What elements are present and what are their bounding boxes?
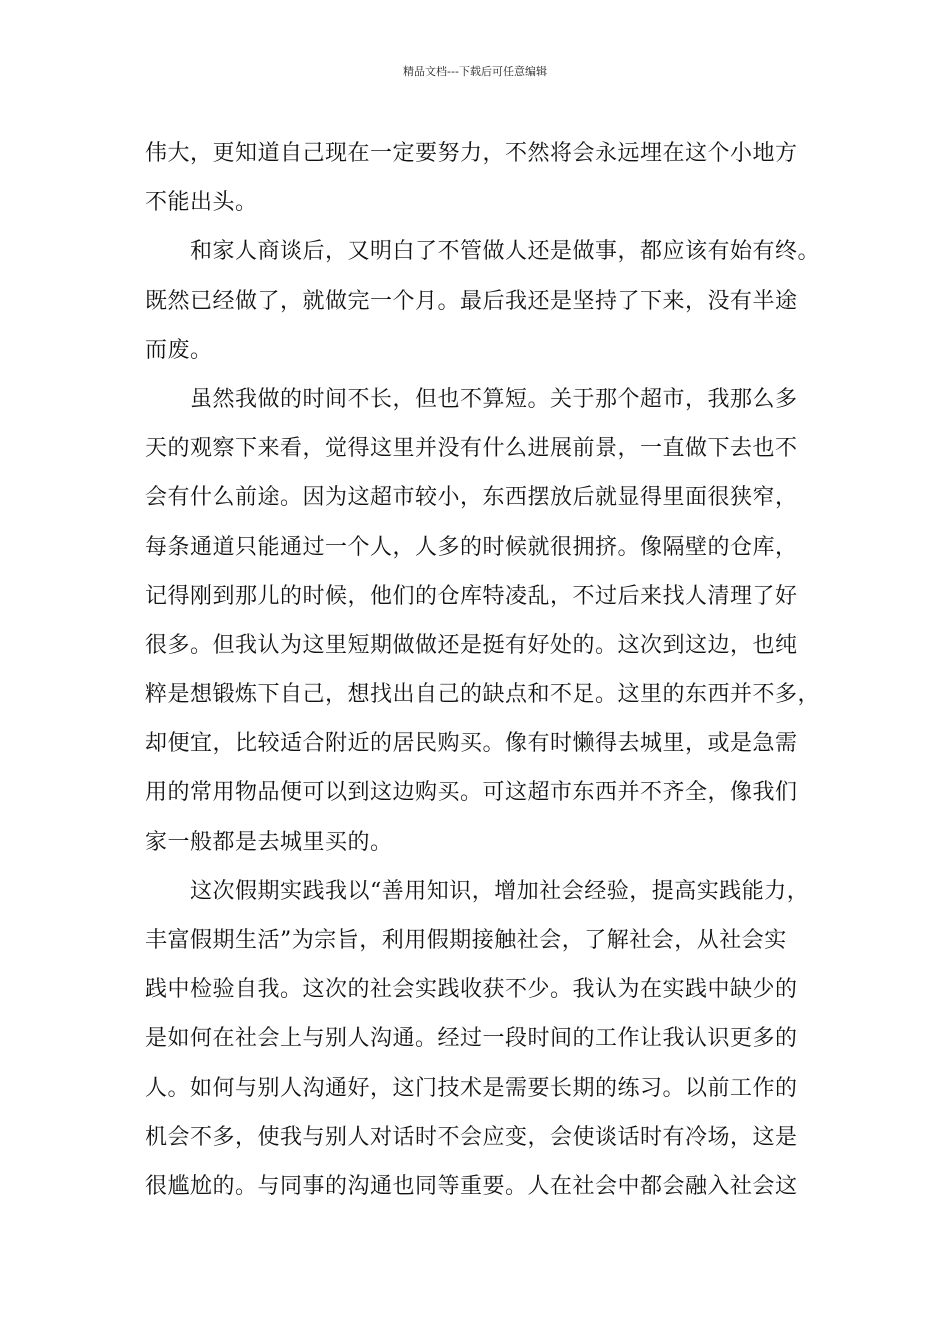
text-line: 很多。但我认为这里短期做做还是挺有好处的。这次到这边，也纯 xyxy=(145,632,798,658)
text-line: 践中检验自我。这次的社会实践收获不少。我认为在实践中缺少的 xyxy=(145,977,798,1003)
text-line: 很尴尬的。与同事的沟通也同等重要。人在社会中都会融入社会这 xyxy=(145,1173,798,1199)
text-line: 家一般都是去城里买的。 xyxy=(145,829,393,855)
text-line: 用的常用物品便可以到这边购买。可这超市东西并不齐全，像我们 xyxy=(145,780,798,806)
text-line: 记得刚到那儿的时候，他们的仓库特凌乱，不过后来找人清理了好 xyxy=(145,583,798,609)
body-text xyxy=(145,129,825,1211)
text-line: 会有什么前途。因为这超市较小，东西摆放后就显得里面很狭窄， xyxy=(145,485,798,511)
text-line: 伟大，更知道自己现在一定要努力，不然将会永远埋在这个小地方 xyxy=(145,141,798,166)
text-line: 这次假期实践我以“善用知识，增加社会经验，提高实践能力， xyxy=(145,878,810,904)
text-line: 天的观察下来看，觉得这里并没有什么进展前景，一直做下去也不 xyxy=(145,436,798,462)
page-header: 精品文档---下载后可任意编辑 xyxy=(403,65,547,78)
text-line: 而废。 xyxy=(145,337,213,363)
text-line: 粹是想锻炼下自己，想找出自己的缺点和不足。这里的东西并不多， xyxy=(145,682,821,708)
text-line: 虽然我做的时间不长，但也不算短。关于那个超市，我那么多 xyxy=(145,386,798,412)
text-line: 人。如何与别人沟通好，这门技术是需要长期的练习。以前工作的 xyxy=(145,1075,798,1101)
text-line: 既然已经做了，就做完一个月。最后我还是坚持了下来，没有半途 xyxy=(145,288,798,314)
text-line: 不能出头。 xyxy=(145,190,258,216)
text-line: 却便宜，比较适合附近的居民购买。像有时懒得去城里，或是急需 xyxy=(145,731,798,757)
text-line: 和家人商谈后，又明白了不管做人还是做事，都应该有始有终。 xyxy=(145,239,821,265)
text-line: 机会不多，使我与别人对话时不会应变，会使谈话时有冷场，这是 xyxy=(145,1124,798,1150)
text-line: 是如何在社会上与别人沟通。经过一段时间的工作让我认识更多的 xyxy=(145,1026,798,1052)
text-line: 丰富假期生活”为宗旨，利用假期接触社会，了解社会，从社会实 xyxy=(145,928,787,953)
text-line: 每条通道只能通过一个人，人多的时候就很拥挤。像隔壁的仓库， xyxy=(145,534,798,560)
